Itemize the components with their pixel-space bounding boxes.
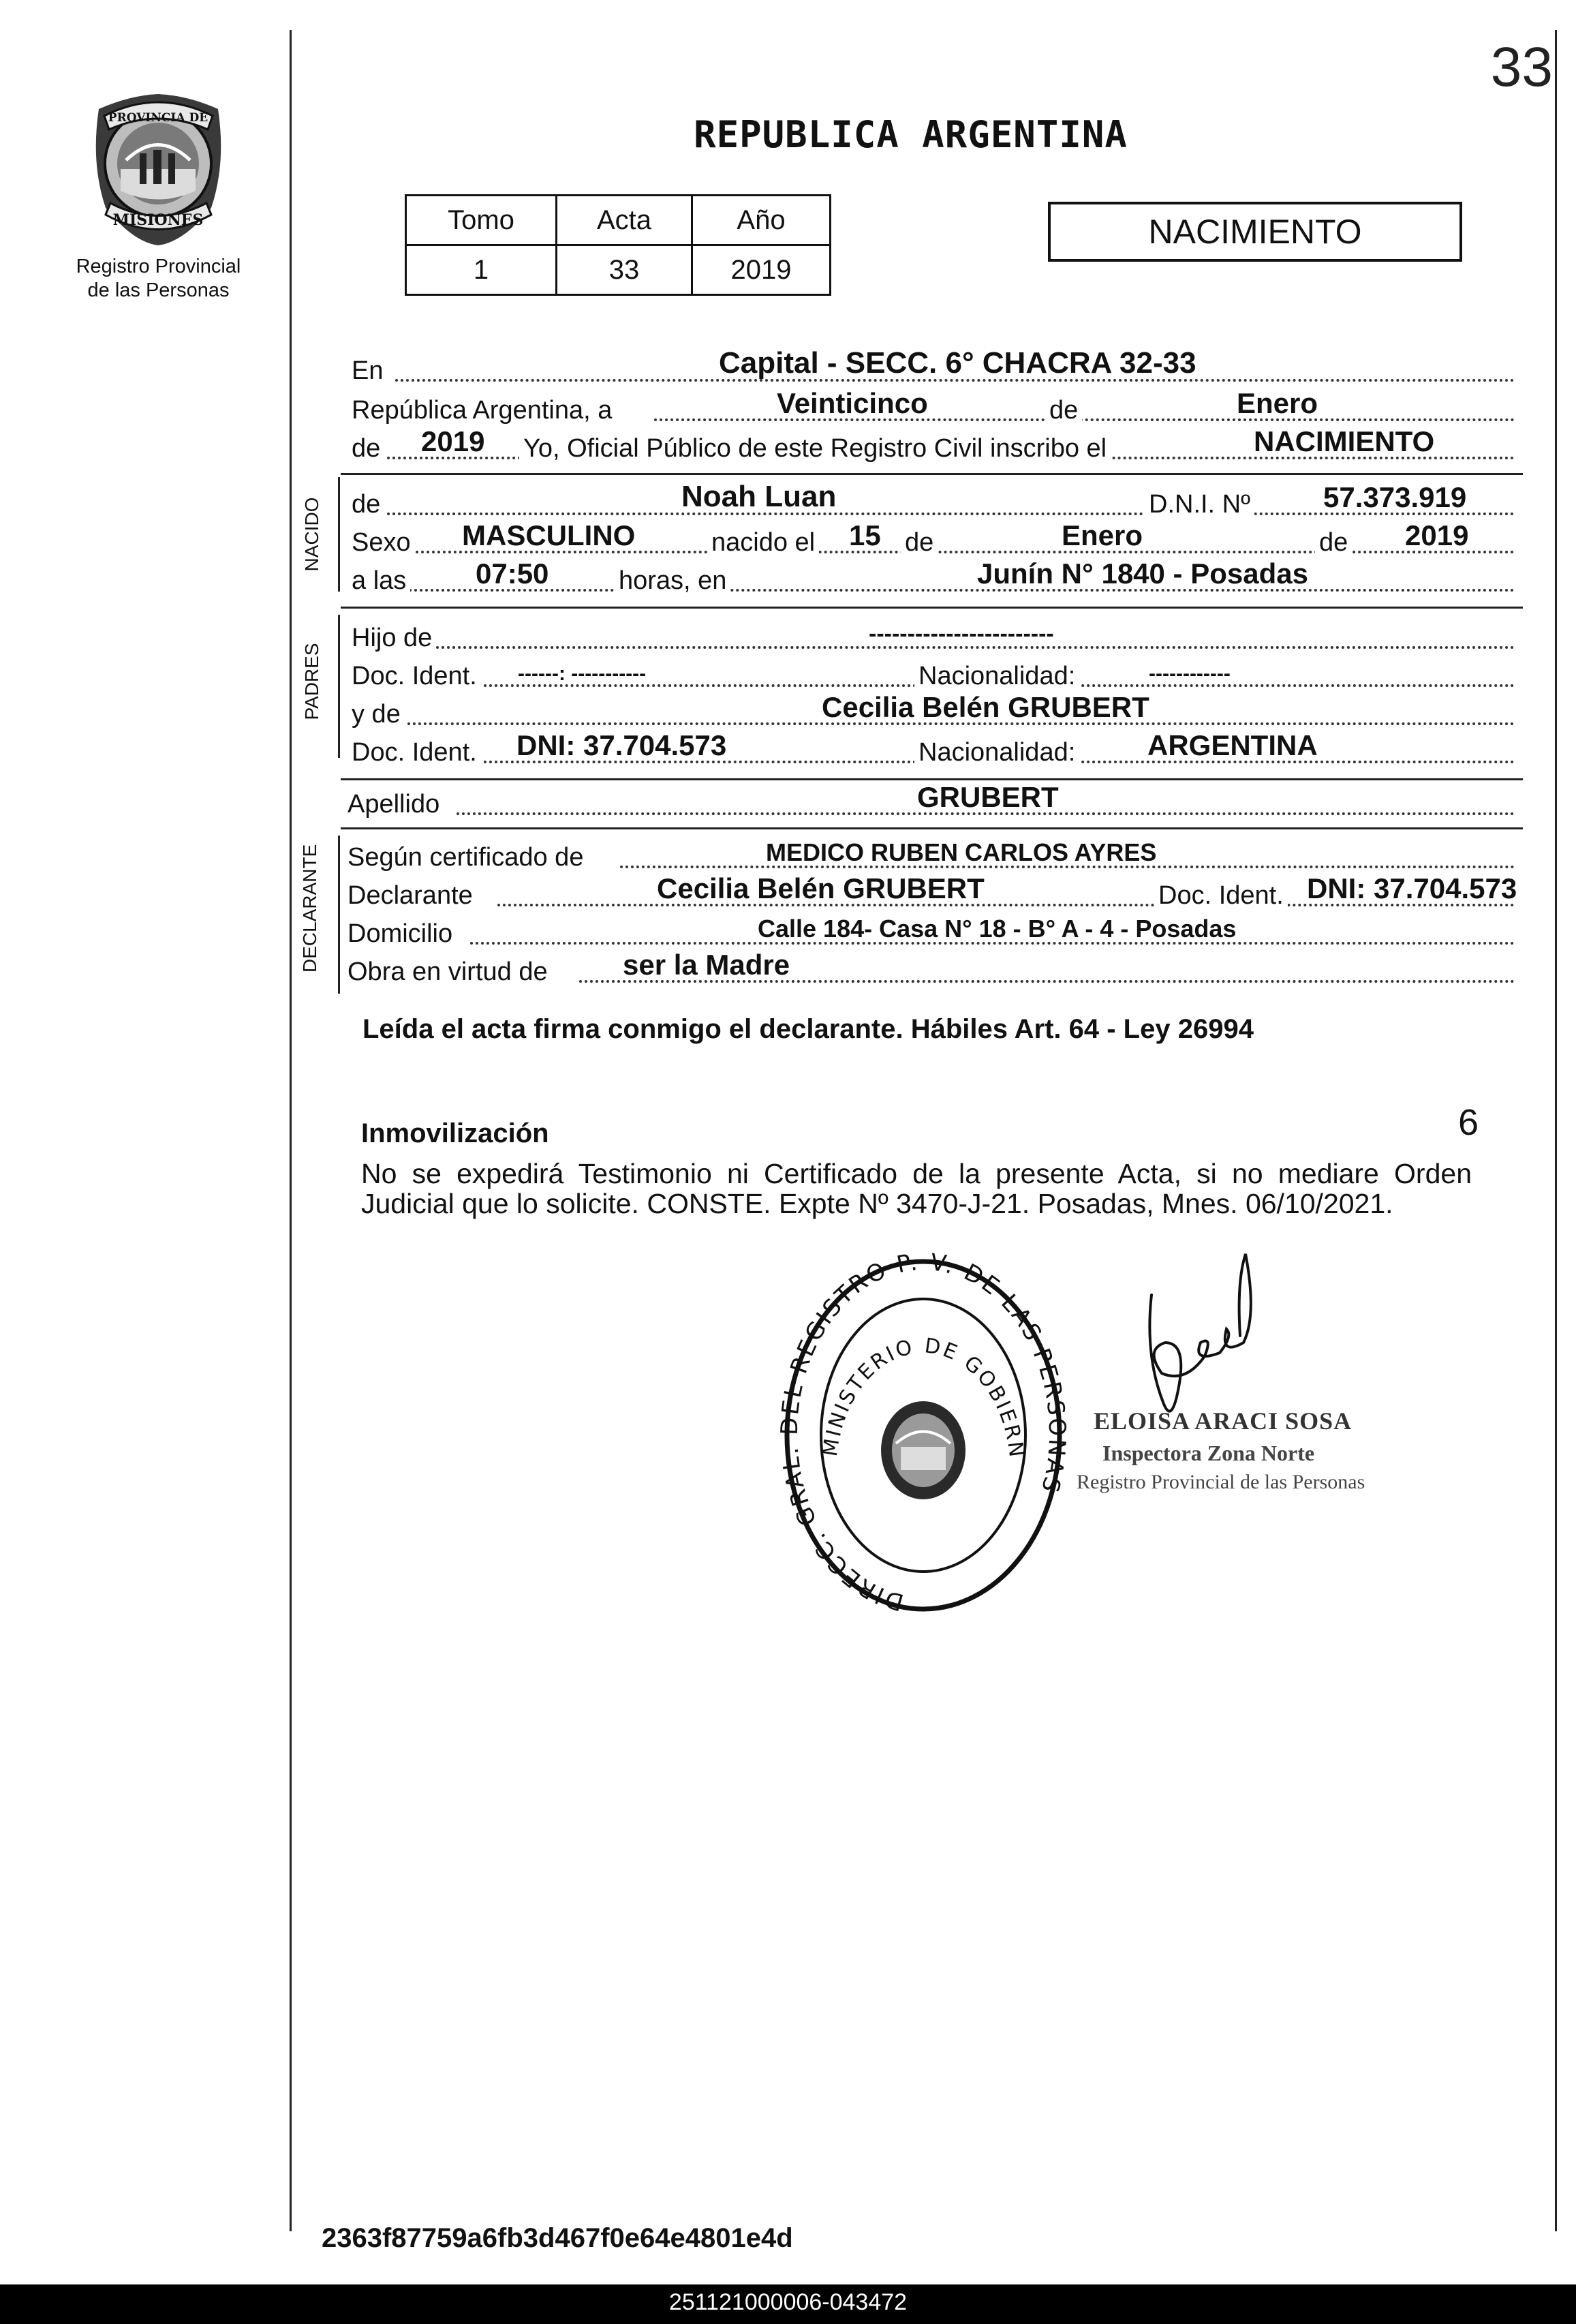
province-emblem-icon <box>85 89 232 245</box>
label-doc-ident-decl: Doc. Ident. <box>1154 881 1288 911</box>
table-cell: 1 <box>406 245 557 295</box>
signatory-role: Inspectora Zona Norte <box>1102 1441 1315 1465</box>
table-cell: 33 <box>557 245 692 295</box>
label-de-birth: de <box>901 528 938 557</box>
section-label-padres: PADRES <box>301 643 322 720</box>
row-apellido <box>347 781 1515 822</box>
left-border-line <box>290 30 292 2231</box>
label-apellido: Apellido <box>347 790 444 819</box>
value-dni: 57.373.919 <box>1323 481 1467 513</box>
label-dni: D.N.I. Nº <box>1145 490 1254 519</box>
value-place: Capital - SECC. 6° CHACRA 32-33 <box>719 346 1196 380</box>
signatory-org: Registro Provincial de las Personas <box>1077 1471 1365 1493</box>
value-day-words: Veinticinco <box>777 387 928 419</box>
row-en <box>347 346 1515 388</box>
svg-text:MINISTERIO DE GOBIERNO: MINISTERIO DE GOBIERN <box>818 1334 1029 1461</box>
document-hash: 2363f87759a6fb3d467f0e64e4801e4d <box>322 2223 793 2253</box>
footer-code: 251121000006-043472 <box>668 2289 908 2315</box>
legal-note: Leída el acta firma conmigo el declarante. Hábiles Art. 64 - Ley 26994 <box>362 1014 1254 1044</box>
value-father-doc: ------: ----------- <box>518 662 647 685</box>
value-name: Noah Luan <box>681 480 837 513</box>
row-republica <box>347 387 1515 428</box>
signatory-name: ELOISA ARACI SOSA <box>1094 1407 1353 1435</box>
inmovilizacion-text: No se expedirá Testimonio ni Certificado de la presente Acta, si no mediare Orden Judicial que lo solicite. CONSTE. Expte Nº 3470-J-21. Posadas, Mnes. 06/10/2021. <box>361 1158 1472 1219</box>
official-stamp-icon <box>777 1253 1070 1621</box>
row-nacido-name <box>347 480 1515 522</box>
value-birth-place: Junín N° 1840 - Posadas <box>977 557 1308 590</box>
label-nacionalidad: Nacionalidad: <box>914 662 1079 691</box>
label-sexo: Sexo <box>352 528 415 557</box>
page-number: 33 <box>1490 36 1553 98</box>
official-stamp <box>777 1253 1070 1624</box>
label-en: En <box>352 356 387 386</box>
label-declarante: Declarante <box>347 881 477 911</box>
value-birth-day: 15 <box>849 519 881 551</box>
value-mother-doc: DNI: 37.704.573 <box>516 729 727 761</box>
label-yo: Yo, Oficial Público de este Registro Civil inscribo el <box>519 434 1111 463</box>
value-certificado: MEDICO RUBEN CARLOS AYRES <box>766 838 1157 866</box>
row-y-de <box>347 691 1515 732</box>
section-bracket <box>338 836 340 994</box>
value-declarante: Cecilia Belén GRUBERT <box>657 872 985 904</box>
label-hijo-de: Hijo de <box>352 624 436 653</box>
row-obra <box>347 951 1515 990</box>
value-father-nat: ------------ <box>1149 662 1231 685</box>
label-de-birth-year: de <box>1315 528 1352 557</box>
label-doc-ident: Doc. Ident. <box>352 738 481 767</box>
section-bracket <box>338 615 340 758</box>
document-title: REPUBLICA ARGENTINA <box>694 113 1128 156</box>
row-declarante <box>347 872 1517 913</box>
label-republica: República Argentina, a <box>352 396 616 425</box>
table-header-cell: Tomo <box>406 196 557 245</box>
value-year: 2019 <box>421 425 485 457</box>
value-mother-nat: ARGENTINA <box>1147 729 1318 761</box>
value-apellido: GRUBERT <box>917 781 1059 813</box>
value-declarante-doc: DNI: 37.704.573 <box>1307 872 1517 904</box>
label-horas: horas, en <box>615 566 730 596</box>
value-sexo: MASCULINO <box>462 519 636 551</box>
value-mother: Cecilia Belén GRUBERT <box>822 691 1149 723</box>
table-header-row <box>406 196 831 245</box>
label-de-year: de <box>352 434 384 463</box>
label-de-nacido: de <box>352 490 384 519</box>
inmovilizacion-title: Inmovilización <box>361 1118 549 1148</box>
logo-caption-line2: de las Personas <box>87 279 230 301</box>
table-header-cell: Año <box>692 196 831 245</box>
tomo-acta-ano-table <box>405 194 831 296</box>
label-de: de <box>1045 396 1082 425</box>
section-bracket <box>338 477 340 592</box>
svg-text:MISIONES: MISIONES <box>112 211 204 229</box>
value-event: NACIMIENTO <box>1254 425 1435 457</box>
registry-logo <box>85 89 232 249</box>
svg-text:DIRECC. GRAL. DEL REGISTRO P.: DIRECC. GRAL. DEL REGISTRO P. V. DE LAS PERSONAS <box>777 1253 1070 1616</box>
label-y-de: y de <box>352 700 405 729</box>
logo-caption <box>65 255 252 303</box>
row-hora <box>347 557 1515 598</box>
logo-caption-line1: Registro Provincial <box>76 256 241 277</box>
label-segun-certificado: Según certificado de <box>347 843 587 872</box>
label-doc-ident: Doc. Ident. <box>352 662 481 691</box>
divider-line <box>341 473 1523 475</box>
label-domicilio: Domicilio <box>347 919 457 949</box>
inmovilizacion-number: 6 <box>1458 1102 1479 1143</box>
section-label-nacido: NACIDO <box>301 497 322 572</box>
row-de-year <box>347 425 1515 466</box>
value-domicilio: Calle 184- Casa N° 18 - B° A - 4 - Posadas <box>758 915 1237 943</box>
divider-line <box>341 607 1523 609</box>
row-father-doc <box>347 656 1515 694</box>
table-row <box>406 245 831 295</box>
label-nacionalidad: Nacionalidad: <box>914 738 1079 767</box>
row-sexo <box>347 519 1515 560</box>
label-a-las: a las <box>352 566 410 596</box>
right-border-line <box>1555 30 1557 2231</box>
value-birth-month: Enero <box>1062 519 1143 551</box>
row-domicilio <box>347 913 1515 951</box>
value-birth-year: 2019 <box>1405 519 1469 551</box>
divider-line <box>341 827 1523 829</box>
value-month: Enero <box>1237 387 1318 419</box>
divider-line <box>341 778 1523 780</box>
record-type-box: NACIMIENTO <box>1048 202 1462 262</box>
svg-text:PROVINCIA DE: PROVINCIA DE <box>108 111 208 125</box>
section-label-declarante: DECLARANTE <box>299 844 320 973</box>
table-header-cell: Acta <box>557 196 692 245</box>
row-hijo-de <box>347 617 1515 656</box>
value-father: ------------------------ <box>869 621 1054 647</box>
label-nacido-el: nacido el <box>707 528 819 557</box>
value-obra: ser la Madre <box>623 949 790 981</box>
value-time: 07:50 <box>476 557 549 590</box>
row-mother-doc <box>347 729 1515 770</box>
table-cell: 2019 <box>692 245 831 295</box>
label-obra: Obra en virtud de <box>347 958 552 987</box>
row-certificado <box>347 837 1515 875</box>
